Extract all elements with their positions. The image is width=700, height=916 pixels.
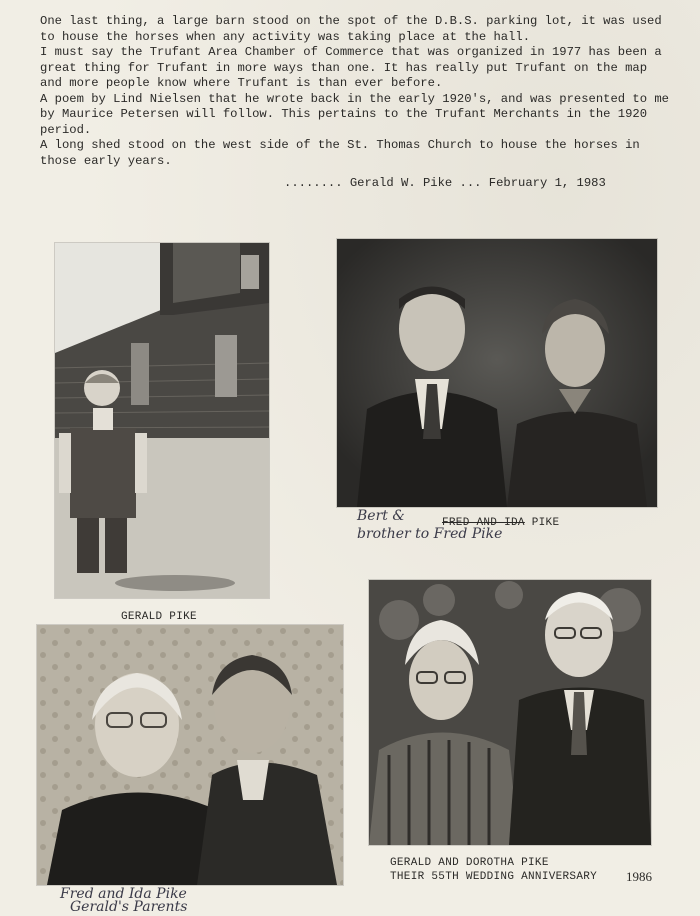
photo-gerald-pike — [55, 243, 269, 598]
photo-anniversary-image — [369, 580, 651, 845]
body-text — [40, 14, 670, 169]
handwriting-parents-names: Fred and Ida Pike — [60, 886, 187, 902]
caption-surname: PIKE — [531, 517, 560, 529]
paragraph-barn: One last thing, a large barn stood on the spot of the D.B.S. parking lot, it was used to house the horses when any activity was taking place at the hall. — [40, 14, 662, 44]
handwriting-bert: Bert & — [357, 508, 405, 524]
photo-gerald-pike-image — [55, 243, 269, 598]
paragraph-chamber: I must say the Trufant Area Chamber of Commerce that was organized in 1977 has been a great thing for Trufant in more ways than one. It has really put Trufant on the map and more people know where Trufant is than ever before. — [40, 45, 662, 90]
caption-anniversary-year: 1986 — [626, 869, 652, 884]
handwriting-brother: brother to Fred Pike — [357, 526, 503, 542]
photo-young-couple — [337, 239, 657, 507]
caption-anniversary-occasion: THEIR 55TH WEDDING ANNIVERSARY — [390, 871, 598, 883]
paragraph-shed: A long shed stood on the west side of the St. Thomas Church to house the horses in those early years. — [40, 138, 640, 168]
photo-young-couple-image — [337, 239, 657, 507]
caption-young-couple — [442, 517, 559, 529]
caption-anniversary-names: GERALD AND DOROTHA PIKE — [390, 857, 549, 869]
photo-anniversary — [369, 580, 651, 845]
photo-parents-image — [37, 625, 343, 885]
caption-gerald-pike: GERALD PIKE — [121, 611, 197, 623]
photo-parents — [37, 625, 343, 885]
paragraph-poem: A poem by Lind Nielsen that he wrote back in the early 1920's, and was presented to me by Maurice Petersen will follow. This pertains to the Trufant Merchants in the 1920 period. — [40, 91, 669, 137]
handwriting-parents-relation: Gerald's Parents — [70, 899, 188, 915]
caption-struck-names: FRED AND IDA — [442, 517, 525, 529]
author-signature: ........ Gerald W. Pike ... February 1, 1983 — [284, 176, 606, 190]
